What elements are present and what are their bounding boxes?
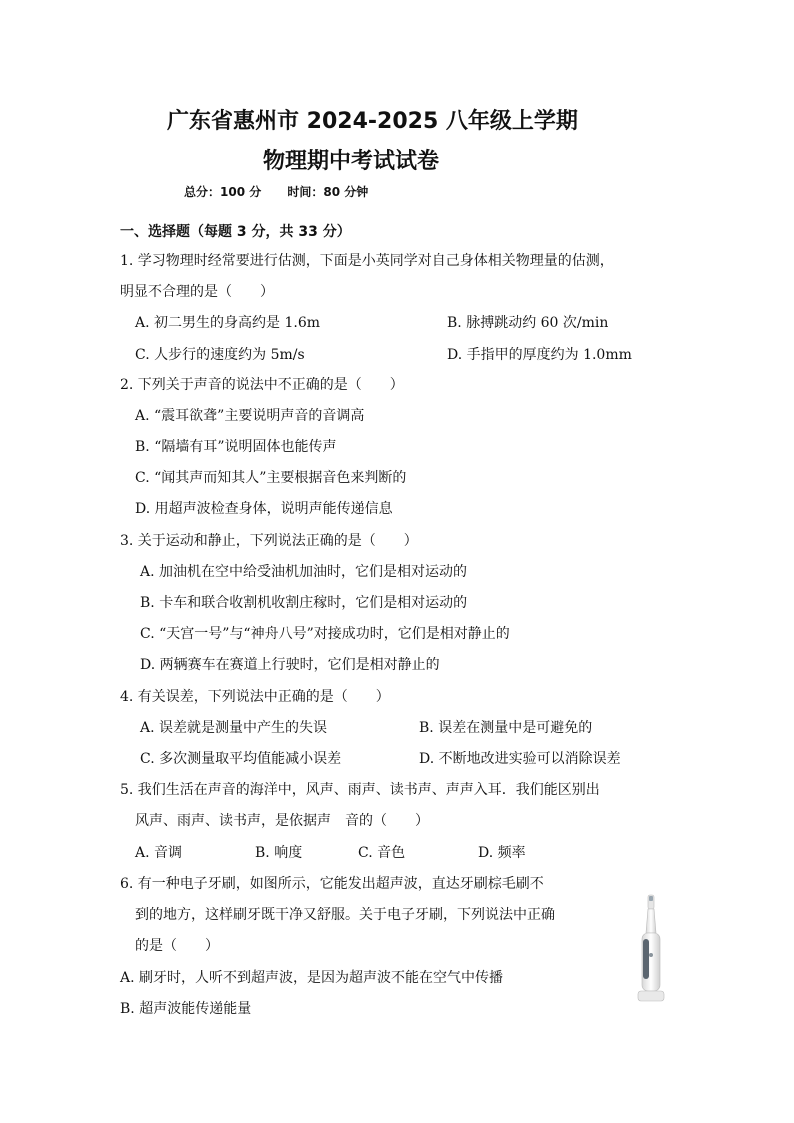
q3-option-c[interactable]: C. “天宫一号”与“神舟八号”对接成功时，它们是相对静止的: [140, 626, 510, 642]
q5-option-b[interactable]: B. 响度: [255, 845, 303, 861]
q4-option-d[interactable]: D. 不断地改进实验可以消除误差: [419, 751, 621, 767]
exam-meta: [184, 183, 390, 200]
exam-title-line2: 物理期中考试试卷: [263, 149, 440, 174]
q4-option-a[interactable]: A. 误差就是测量中产生的失误: [140, 720, 328, 736]
q3-stem: 3. 关于运动和静止，下列说法正确的是（ ）: [120, 533, 418, 549]
exam-time: 时间：80 分钟: [287, 185, 369, 199]
q3-option-b[interactable]: B. 卡车和联合收割机收割庄稼时，它们是相对运动的: [140, 595, 468, 611]
q2-option-a[interactable]: A. “震耳欲聋”主要说明声音的音调高: [135, 408, 365, 424]
q5-option-c[interactable]: C. 音色: [358, 845, 406, 861]
q6-option-a[interactable]: A. 刷牙时，人听不到超声波，是因为超声波不能在空气中传播: [120, 970, 504, 986]
q5-option-a[interactable]: A. 音调: [135, 845, 183, 861]
q3-option-d[interactable]: D. 两辆赛车在赛道上行驶时，它们是相对静止的: [140, 657, 440, 673]
electric-toothbrush-image: [628, 893, 674, 1005]
q6-stem-line1: 6. 有一种电子牙刷，如图所示，它能发出超声波，直达牙刷棕毛刷不: [120, 876, 544, 892]
q2-option-d[interactable]: D. 用超声波检查身体，说明声能传递信息: [135, 501, 393, 517]
section-heading: 一、选择题（每题 3 分，共 33 分）: [120, 224, 351, 240]
q6-stem-line2: 到的地方，这样刷牙既干净又舒服。关于电子牙刷，下列说法中正确: [135, 907, 555, 923]
q2-stem: 2. 下列关于声音的说法中不正确的是（ ）: [120, 377, 404, 393]
q1-stem-line2: 明显不合理的是（ ）: [120, 284, 274, 300]
q5-stem-line1: 5. 我们生活在声音的海洋中，风声、雨声、读书声、声声入耳．我们能区别出: [120, 782, 600, 798]
q5-option-d[interactable]: D. 频率: [478, 845, 526, 861]
q5-stem-line2: 风声、雨声、读书声，是依据声 音的（ ）: [135, 813, 429, 829]
q1-option-d[interactable]: D. 手指甲的厚度约为 1.0mm: [447, 347, 632, 363]
q4-option-b[interactable]: B. 误差在测量中是可避免的: [419, 720, 593, 736]
q6-stem-line3: 的是（ ）: [135, 938, 219, 954]
q1-option-c[interactable]: C. 人步行的速度约为 5m/s: [135, 347, 305, 363]
q6-option-b[interactable]: B. 超声波能传递能量: [120, 1001, 252, 1017]
q1-option-b[interactable]: B. 脉搏跳动约 60 次/min: [447, 315, 609, 331]
q2-option-c[interactable]: C. “闻其声而知其人”主要根据音色来判断的: [135, 470, 407, 486]
q4-stem: 4. 有关误差，下列说法中正确的是（ ）: [120, 689, 390, 705]
q4-option-c[interactable]: C. 多次测量取平均值能减小误差: [140, 751, 342, 767]
exam-title-line1: 广东省惠州市 2024-2025 八年级上学期: [167, 109, 578, 134]
total-score: 总分：100 分: [184, 185, 262, 199]
q2-option-b[interactable]: B. “隔墙有耳”说明固体也能传声: [135, 439, 337, 455]
q1-option-a[interactable]: A. 初二男生的身高约是 1.6m: [135, 315, 321, 331]
q3-option-a[interactable]: A. 加油机在空中给受油机加油时，它们是相对运动的: [140, 564, 468, 580]
q1-stem-line1: 1. 学习物理时经常要进行估测，下面是小英同学对自己身体相关物理量的估测，: [120, 253, 614, 269]
